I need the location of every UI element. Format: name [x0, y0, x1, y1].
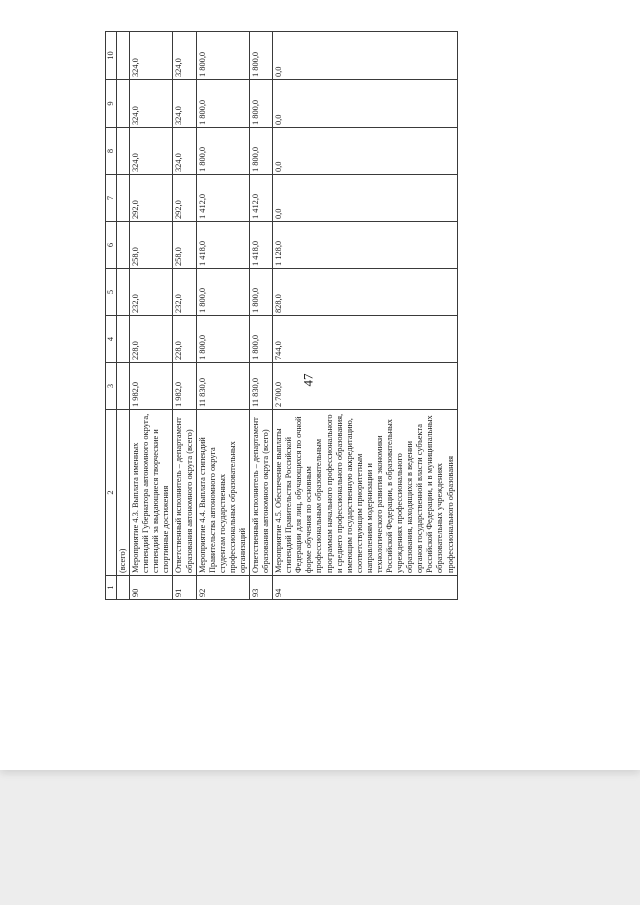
cell-value: 11 830,0 — [250, 363, 273, 410]
column-header: 4 — [106, 316, 117, 363]
table-row — [196, 32, 249, 600]
cell-value: 0,0 — [273, 32, 457, 80]
cell-value: 1 800,0 — [196, 80, 249, 128]
column-header: 3 — [106, 363, 117, 410]
cell-value: 1 412,0 — [196, 175, 249, 222]
table-row — [173, 32, 196, 600]
cell-value: 1 800,0 — [250, 32, 273, 80]
cell-value: 1 412,0 — [250, 175, 273, 222]
cell-value: 1 128,0 — [273, 222, 457, 269]
cell-value — [117, 222, 130, 269]
column-header: 1 — [106, 576, 117, 600]
row-description: (всего) — [117, 410, 130, 576]
cell-value: 324,0 — [173, 128, 196, 175]
cell-value — [117, 269, 130, 316]
cell-value: 744,0 — [273, 316, 457, 363]
cell-value: 1 800,0 — [196, 269, 249, 316]
cell-value: 828,0 — [273, 269, 457, 316]
row-description: Ответственный исполнитель – департамент образования автономного округа (всего) — [250, 410, 273, 576]
row-id: 92 — [196, 576, 249, 600]
cell-value: 1 800,0 — [196, 32, 249, 80]
cell-value: 0,0 — [273, 80, 457, 128]
cell-value — [117, 128, 130, 175]
row-description: Мероприятие 4.3. Выплата именных стипендий Губернатора автономного округа, стипендий за выдающиеся творческие и спортивные достижения — [130, 410, 173, 576]
column-header: 10 — [106, 32, 117, 80]
cell-value: 1 800,0 — [250, 269, 273, 316]
row-description: Мероприятие 4.4. Выплата стипендий Правительства автономного округа студентам государственных профессиональных образовательных организаций — [196, 410, 249, 576]
column-header: 5 — [106, 269, 117, 316]
row-id: 91 — [173, 576, 196, 600]
cell-value: 2 700,0 — [273, 363, 457, 410]
row-description: Мероприятие 4.5. Обеспечение выплаты стипендий Правительства Российской Федерации для лиц, обучающихся по очной форме обучения по основным профессиональным образовательным программам начального профессионального и среднего профессионального образования, имеющим государственную аккредитацию, соответствующим приоритетным направлениям модернизации и технологического развития экономики Российской Федерации, в образовательных учреждениях профессионального образования, находящихся в ведении органов государственной власти субъекта Российской Федерации, и в муниципальных образовательных учреждениях профессионального образования — [273, 410, 457, 576]
header-row — [106, 32, 117, 600]
cell-value: 0,0 — [273, 128, 457, 175]
cell-value: 1 800,0 — [250, 80, 273, 128]
cell-value — [117, 32, 130, 80]
cell-value: 1 418,0 — [196, 222, 249, 269]
row-id: 93 — [250, 576, 273, 600]
column-header: 6 — [106, 222, 117, 269]
table-row — [130, 32, 173, 600]
cell-value: 292,0 — [173, 175, 196, 222]
cell-value: 1 982,0 — [173, 363, 196, 410]
cell-value: 1 800,0 — [196, 128, 249, 175]
cell-value: 324,0 — [130, 80, 173, 128]
column-header: 2 — [106, 410, 117, 576]
rotated-table-wrapper — [105, 32, 592, 600]
cell-value: 324,0 — [130, 32, 173, 80]
cell-value — [117, 363, 130, 410]
cell-value: 11 830,0 — [196, 363, 249, 410]
row-id — [117, 576, 130, 600]
cell-value: 1 800,0 — [250, 316, 273, 363]
cell-value: 292,0 — [130, 175, 173, 222]
cell-value: 1 800,0 — [250, 128, 273, 175]
cell-value: 228,0 — [130, 316, 173, 363]
budget-table — [105, 31, 458, 600]
row-description: Ответственный исполнитель – департамент образования автономного округа (всего) — [173, 410, 196, 576]
cell-value: 258,0 — [130, 222, 173, 269]
column-header: 9 — [106, 80, 117, 128]
table-row — [273, 32, 457, 600]
row-id: 90 — [130, 576, 173, 600]
cell-value: 258,0 — [173, 222, 196, 269]
cell-value: 324,0 — [173, 32, 196, 80]
cell-value: 324,0 — [130, 128, 173, 175]
cell-value: 324,0 — [173, 80, 196, 128]
cell-value — [117, 80, 130, 128]
cell-value — [117, 175, 130, 222]
cell-value: 1 982,0 — [130, 363, 173, 410]
cell-value: 232,0 — [173, 269, 196, 316]
page-number: 47 — [300, 373, 316, 387]
cell-value: 1 418,0 — [250, 222, 273, 269]
cell-value: 1 800,0 — [196, 316, 249, 363]
table-row — [117, 32, 130, 600]
column-header: 8 — [106, 128, 117, 175]
row-id: 94 — [273, 576, 457, 600]
cell-value: 232,0 — [130, 269, 173, 316]
column-header: 7 — [106, 175, 117, 222]
table-row — [250, 32, 273, 600]
cell-value: 0,0 — [273, 175, 457, 222]
cell-value: 228,0 — [173, 316, 196, 363]
cell-value — [117, 316, 130, 363]
